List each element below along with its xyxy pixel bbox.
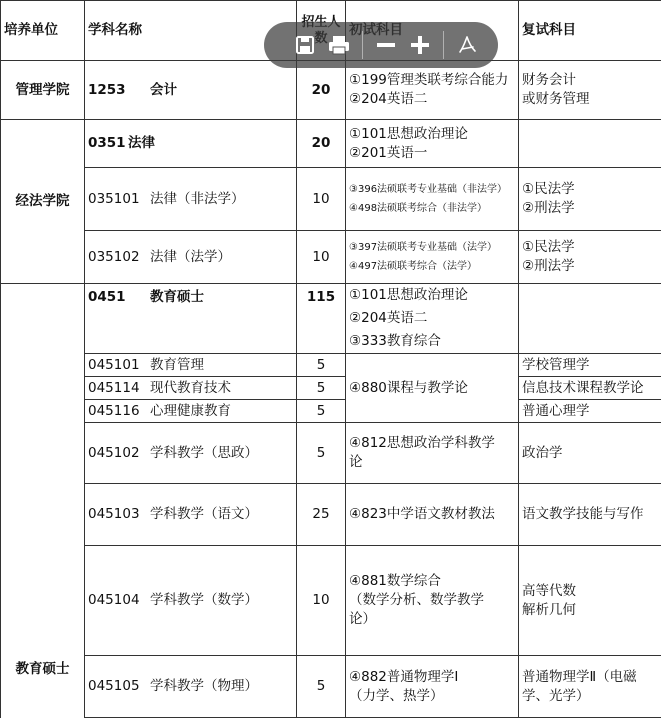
exam-cell [346, 656, 519, 718]
unit-cell: 经法学院 [1, 120, 85, 284]
retest-cell: 政治学 [519, 423, 661, 484]
subject-code: 045114 [88, 379, 140, 396]
acrobat-icon [456, 34, 478, 56]
zoom-out-icon [375, 34, 397, 56]
zoom-out-button[interactable] [369, 28, 403, 62]
subject-cell [85, 168, 297, 231]
pdf-toolbar [264, 22, 498, 68]
exam-line: ④812思想政治学科教学 [349, 435, 495, 451]
exam-line: 论 [349, 454, 363, 470]
header-subject: 学科名称 [85, 1, 297, 61]
retest-line: ①民法学 [522, 239, 575, 255]
table-row [1, 61, 661, 120]
unit-cell: 管理学院 [1, 61, 85, 120]
exam-line: ①101思想政治理论 [349, 287, 468, 303]
exam-line: ②201英语一 [349, 144, 428, 161]
subject-code: 045105 [88, 678, 140, 694]
zoom-in-icon [409, 34, 431, 56]
table-row [1, 377, 661, 400]
exam-line: ②204英语二 [349, 310, 428, 326]
exam-cell [346, 120, 519, 168]
subject-code: 035102 [88, 248, 140, 265]
retest-cell: 学校管理学 [519, 354, 661, 377]
subject-cell [85, 120, 297, 168]
retest-cell: 普通心理学 [519, 400, 661, 423]
subject-cell [85, 284, 297, 354]
table-row [1, 231, 661, 284]
table-row [1, 354, 661, 377]
table-row [1, 423, 661, 484]
enroll-count: 5 [297, 377, 346, 400]
retest-cell [519, 120, 661, 168]
subject-code: 045101 [88, 356, 140, 373]
table-row [1, 484, 661, 546]
enroll-count: 20 [297, 61, 346, 120]
table-row [1, 284, 661, 354]
retest-line: ②刑法学 [522, 200, 575, 216]
retest-line: 或财务管理 [522, 91, 590, 107]
subject-cell [85, 231, 297, 284]
subject-name: 现代教育技术 [150, 379, 231, 396]
save-icon [294, 34, 316, 56]
subject-cell [85, 61, 297, 120]
exam-line: ③333教育综合 [349, 333, 441, 349]
subject-name: 会计 [150, 81, 177, 98]
exam-line: ④882普通物理学Ⅰ [349, 668, 459, 685]
exam-line: ③396法硕联考专业基础（非法学） [349, 184, 508, 195]
subject-name: 教育硕士 [150, 289, 204, 305]
exam-cell [346, 231, 519, 284]
exam-line: ④498法硕联考综合（非法学） [349, 203, 488, 214]
exam-cell [346, 168, 519, 231]
exam-line: ④497法硕联考综合（法学） [349, 261, 478, 272]
exam-line: ③397法硕联考专业基础（法学） [349, 242, 498, 253]
exam-line: ②204英语二 [349, 91, 428, 107]
subject-cell [85, 354, 297, 377]
retest-cell: 语文教学技能与写作 [519, 484, 661, 546]
enroll-count: 5 [297, 656, 346, 718]
subject-code: 0451 [88, 289, 126, 305]
subject-code: 035101 [88, 190, 140, 207]
toolbar-divider [443, 31, 444, 59]
exam-line: ④881数学综合 [349, 573, 441, 589]
header-unit: 培养单位 [1, 1, 85, 61]
table-row [1, 656, 661, 718]
print-icon [327, 34, 351, 56]
retest-line: 解析几何 [522, 601, 576, 618]
header-retest: 复试科目 [519, 1, 661, 61]
retest-cell [519, 656, 661, 718]
subject-code: 0351 [88, 135, 126, 151]
retest-cell: 信息技术课程教学论 [519, 377, 661, 400]
retest-cell [519, 546, 661, 656]
subject-name: 学科教学（物理） [150, 678, 258, 694]
subject-code: 045102 [88, 444, 140, 461]
exam-line: ①199管理类联考综合能力 [349, 72, 509, 88]
retest-line: ②刑法学 [522, 258, 575, 274]
subject-name: 法律（非法学） [150, 190, 245, 207]
subject-name: 心理健康教育 [150, 402, 231, 419]
acrobat-button[interactable] [450, 28, 484, 62]
retest-cell [519, 168, 661, 231]
table-row [1, 120, 661, 168]
retest-line: ①民法学 [522, 181, 575, 197]
enroll-count: 5 [297, 423, 346, 484]
subject-name: 学科教学（数学） [150, 592, 258, 608]
table-row [1, 546, 661, 656]
subject-cell [85, 656, 297, 718]
save-button[interactable] [288, 28, 322, 62]
enroll-count: 25 [297, 484, 346, 546]
exam-cell [346, 546, 519, 656]
print-button[interactable] [322, 28, 356, 62]
subject-cell [85, 423, 297, 484]
subject-name: 学科教学（语文） [150, 506, 258, 522]
retest-line: 财务会计 [522, 72, 576, 88]
exam-line: 论） [349, 611, 376, 627]
exam-line: ①101思想政治理论 [349, 125, 468, 142]
subject-name: 法律（法学） [150, 248, 231, 265]
exam-cell [346, 61, 519, 120]
subject-code: 045104 [88, 592, 140, 608]
unit-cell: 教育硕士 [1, 284, 85, 718]
exam-cell: ④823中学语文教材教法 [346, 484, 519, 546]
subject-cell [85, 484, 297, 546]
subject-cell [85, 377, 297, 400]
enroll-count: 20 [297, 120, 346, 168]
table-row [1, 168, 661, 231]
retest-line: 高等代数 [522, 582, 576, 599]
subject-cell [85, 546, 297, 656]
exam-cell: ④880课程与教学论 [346, 354, 519, 423]
table-row [1, 400, 661, 423]
subject-code: 045103 [88, 506, 140, 522]
enroll-count: 5 [297, 354, 346, 377]
subject-code: 1253 [88, 81, 126, 98]
retest-cell [519, 61, 661, 120]
exam-cell [346, 423, 519, 484]
retest-line: 普通物理学Ⅱ（电磁 [522, 668, 637, 685]
enroll-count: 115 [297, 284, 346, 354]
enroll-count: 10 [297, 168, 346, 231]
retest-cell [519, 284, 661, 354]
subject-cell [85, 400, 297, 423]
enroll-count: 5 [297, 400, 346, 423]
subject-name: 教育管理 [150, 356, 204, 373]
exam-line: （力学、热学） [349, 687, 444, 704]
subject-name: 法律 [128, 135, 155, 151]
exam-line: （数学分析、数学教学 [349, 592, 484, 608]
retest-line: 学、光学） [522, 687, 590, 704]
exam-cell [346, 284, 519, 354]
zoom-in-button[interactable] [403, 28, 437, 62]
retest-cell [519, 231, 661, 284]
subject-code: 045116 [88, 402, 140, 419]
toolbar-divider [362, 31, 363, 59]
enroll-count: 10 [297, 231, 346, 284]
subject-name: 学科教学（思政） [150, 444, 258, 461]
enroll-count: 10 [297, 546, 346, 656]
